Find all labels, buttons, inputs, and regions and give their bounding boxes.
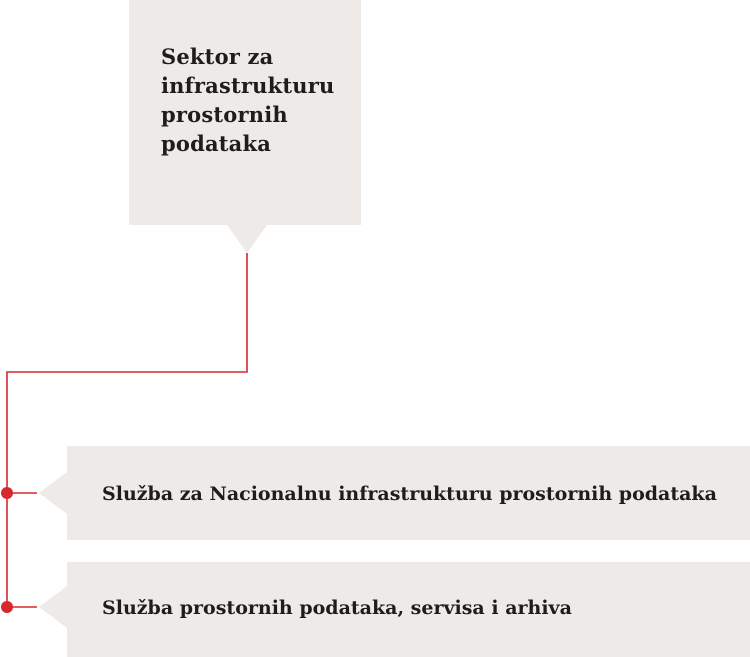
connector-node-2 xyxy=(1,601,13,613)
connector-parent-drop xyxy=(7,253,247,607)
child-label-spatial-data-service: Služba prostornih podataka, servisa i arhiva xyxy=(102,597,572,619)
connector-node-1 xyxy=(1,487,13,499)
child-label-nipp-service: Služba za Nacionalnu infrastrukturu prostornih podataka xyxy=(102,483,717,505)
sector-title: Sektor za infrastrukturu prostornih podataka xyxy=(161,44,335,156)
